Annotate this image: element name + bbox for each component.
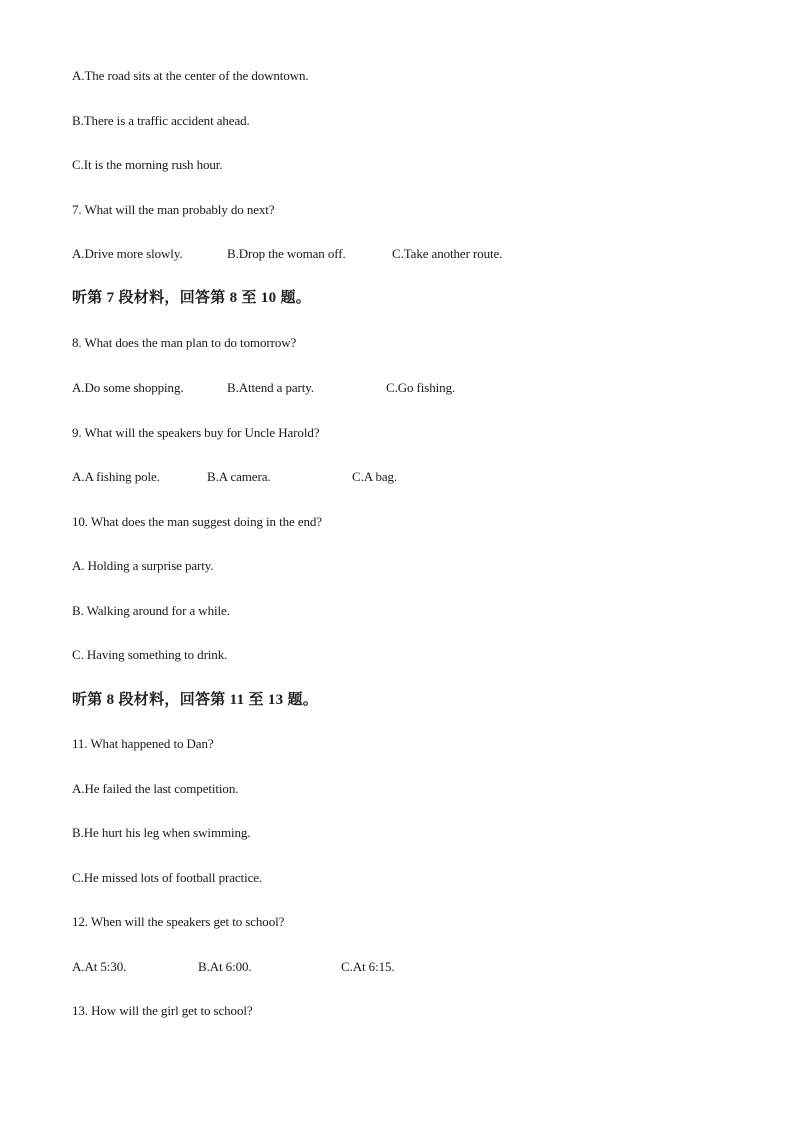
options-row-9 xyxy=(72,469,572,485)
question-13: 13. How will the girl get to school? xyxy=(72,1003,253,1018)
option-11c: C.He missed lots of football practice. xyxy=(72,870,263,885)
question-12: 12. When will the speakers get to school? xyxy=(72,914,285,929)
question-9: 9. What will the speakers buy for Uncle Harold? xyxy=(72,425,320,440)
options-row-12 xyxy=(72,959,572,975)
option-8b: B.Attend a party. xyxy=(227,380,314,395)
option-9a: A.A fishing pole. xyxy=(72,469,160,484)
option-12a: A.At 5:30. xyxy=(72,959,127,974)
section-heading-7: 听第 7 段材料，回答第 8 至 10 题。 xyxy=(72,290,312,306)
question-11: 11. What happened to Dan? xyxy=(72,736,214,751)
option-8c: C.Go fishing. xyxy=(386,380,456,395)
option-9b: B.A camera. xyxy=(207,469,271,484)
option-8a: A.Do some shopping. xyxy=(72,380,184,395)
option-10c: C. Having something to drink. xyxy=(72,647,228,662)
option-6a: A.The road sits at the center of the downtown. xyxy=(72,68,309,83)
section-heading-8: 听第 8 段材料，回答第 11 至 13 题。 xyxy=(72,692,319,708)
question-10: 10. What does the man suggest doing in the end? xyxy=(72,514,322,529)
option-12b: B.At 6:00. xyxy=(198,959,252,974)
option-9c: C.A bag. xyxy=(352,469,398,484)
option-6b: B.There is a traffic accident ahead. xyxy=(72,113,250,128)
option-6c: C.It is the morning rush hour. xyxy=(72,157,223,172)
option-7c: C.Take another route. xyxy=(392,246,503,261)
option-7b: B.Drop the woman off. xyxy=(227,246,346,261)
options-row-7 xyxy=(72,246,572,262)
question-8: 8. What does the man plan to do tomorrow? xyxy=(72,335,297,350)
option-11a: A.He failed the last competition. xyxy=(72,781,239,796)
question-7: 7. What will the man probably do next? xyxy=(72,202,275,217)
option-12c: C.At 6:15. xyxy=(341,959,395,974)
option-10a: A. Holding a surprise party. xyxy=(72,558,214,573)
options-row-8 xyxy=(72,380,572,396)
option-11b: B.He hurt his leg when swimming. xyxy=(72,825,251,840)
option-10b: B. Walking around for a while. xyxy=(72,603,230,618)
option-7a: A.Drive more slowly. xyxy=(72,246,183,261)
